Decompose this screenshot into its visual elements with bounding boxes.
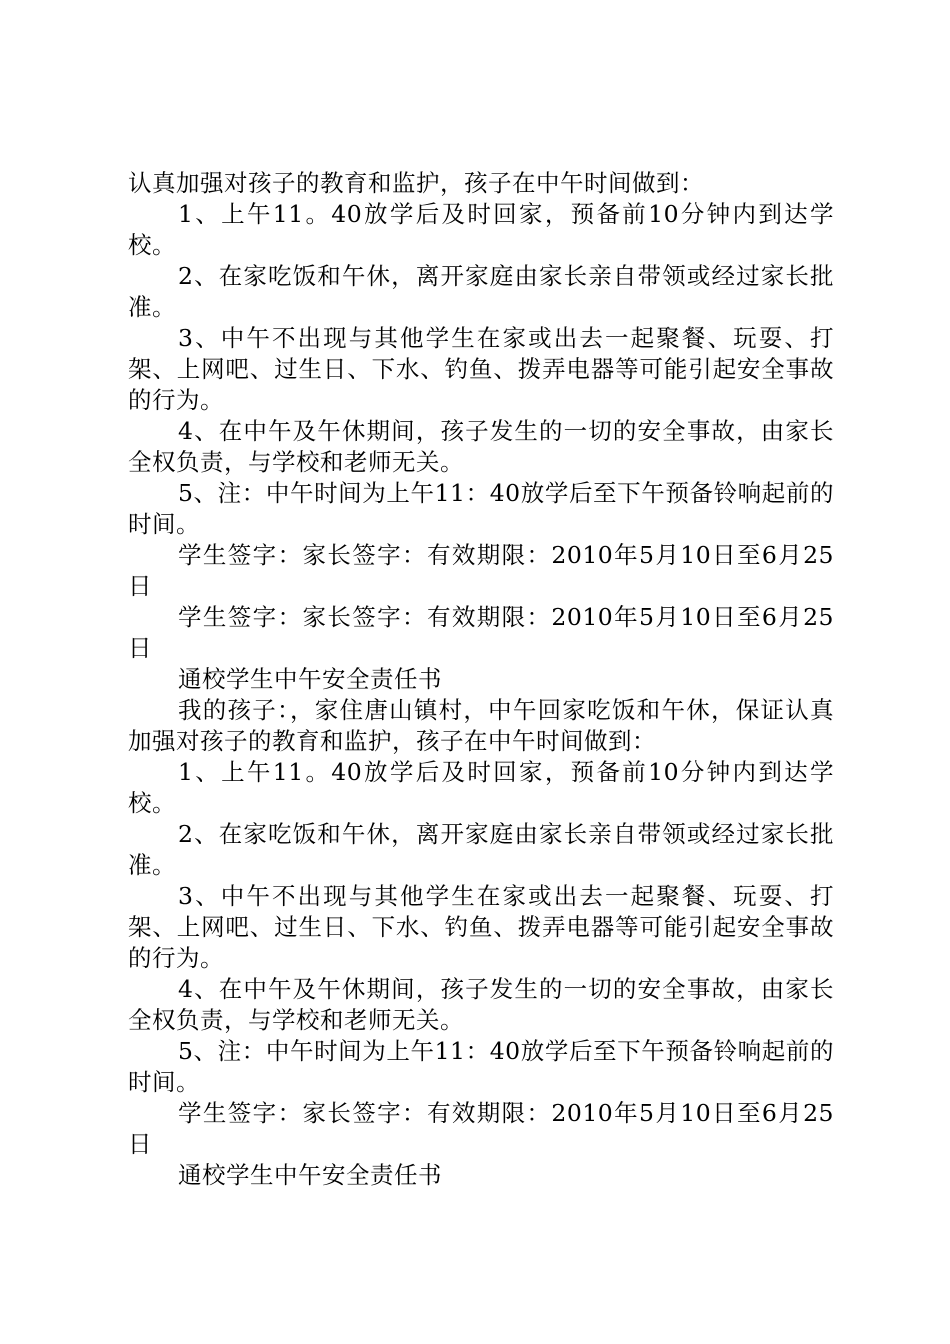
paragraph-item-2: 2、在家吃饭和午休，离开家庭由家长亲自带领或经过家长批准。 <box>128 820 834 879</box>
paragraph-item-5: 5、注：中午时间为上午11：40放学后至下午预备铃响起前的时间。 <box>128 1037 834 1096</box>
signature-line: 学生签字：家长签字：有效期限：2010年5月10日至6月25日 <box>128 541 834 600</box>
paragraph-item-3: 3、中午不出现与其他学生在家或出去一起聚餐、玩耍、打架、上网吧、过生日、下水、钓鱼、拨弄电器等可能引起安全事故的行为。 <box>128 882 834 972</box>
document-title: 通校学生中午安全责任书 <box>178 1161 442 1189</box>
paragraph-item-2: 2、在家吃饭和午休，离开家庭由家长亲自带领或经过家长批准。 <box>128 262 834 321</box>
signature-line: 学生签字：家长签字：有效期限：2010年5月10日至6月25日 <box>128 1099 834 1158</box>
paragraph-intro: 我的孩子：，家住唐山镇村，中午回家吃饭和午休，保证认真加强对孩子的教育和监护，孩子在中午时间做到： <box>128 696 834 755</box>
signature-line: 学生签字：家长签字：有效期限：2010年5月10日至6月25日 <box>128 603 834 662</box>
paragraph-item-4: 4、在中午及午休期间，孩子发生的一切的安全事故，由家长全权负责，与学校和老师无关。 <box>128 417 834 476</box>
paragraph-item-1: 1、上午11。40放学后及时回家，预备前10分钟内到达学校。 <box>128 758 834 817</box>
document-body <box>128 168 834 1191</box>
paragraph-item-5: 5、注：中午时间为上午11：40放学后至下午预备铃响起前的时间。 <box>128 479 834 538</box>
paragraph-intro-continuation: 认真加强对孩子的教育和监护，孩子在中午时间做到： <box>128 169 704 197</box>
document-title: 通校学生中午安全责任书 <box>178 665 442 693</box>
paragraph-item-3: 3、中午不出现与其他学生在家或出去一起聚餐、玩耍、打架、上网吧、过生日、下水、钓鱼、拨弄电器等可能引起安全事故的行为。 <box>128 324 834 414</box>
paragraph-item-1: 1、上午11。40放学后及时回家，预备前10分钟内到达学校。 <box>128 200 834 259</box>
paragraph-item-4: 4、在中午及午休期间，孩子发生的一切的安全事故，由家长全权负责，与学校和老师无关。 <box>128 975 834 1034</box>
